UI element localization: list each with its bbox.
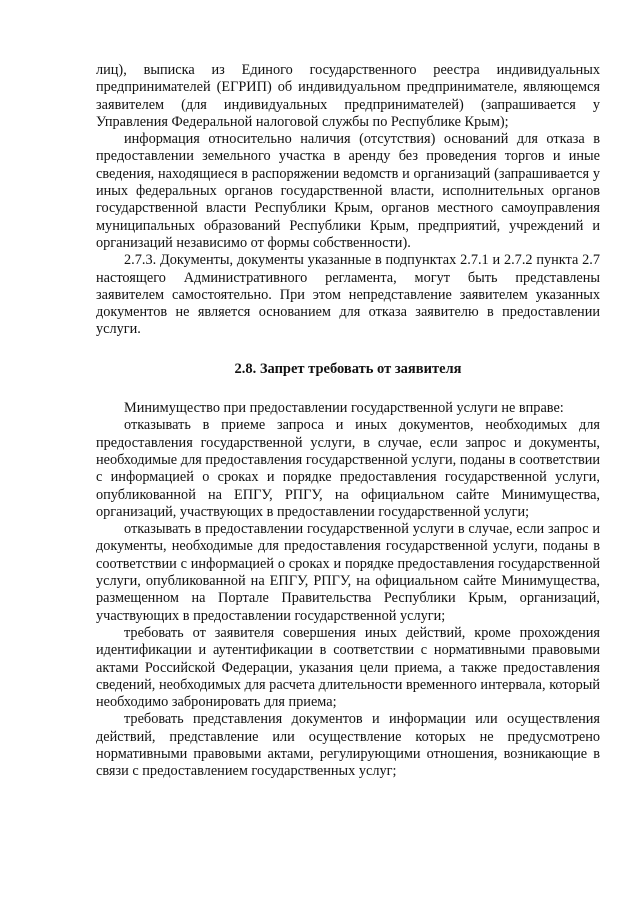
paragraph-require-documents: требовать представления документов и информации или осуществления действий, представление или осуществление которых не предусмотрено нормативными правовыми актами, регулирующими отношения, возникающие в связи с предоставлением государственных услуг;: [96, 711, 600, 780]
paragraph-egrip-extract: лиц), выписка из Единого государственного реестра индивидуальных предпринимателей (ЕГРИП) об индивидуальном предпринимателе, являющемся заявителем (для индивидуальных предпринимателей) (запрашивается у Управления Федеральной налоговой службы по Республике Крым);: [96, 62, 600, 130]
paragraph-refuse-acceptance: отказывать в приеме запроса и иных документов, необходимых для предоставления государственной услуги, в случае, если запрос и документы, необходимые для предоставления государственной услуги, поданы в соответствии с информацией о сроках и порядке предоставления государственной услуги, опубликованной на ЕПГУ, РПГУ, на официальном сайте Минимущества, организаций, участвующих в предоставлении государственной услуги;: [96, 417, 600, 520]
paragraph-not-entitled-intro: Минимущество при предоставлении государственной услуги не вправе:: [124, 400, 564, 417]
document-page: [96, 62, 600, 781]
section-heading-2-8: 2.8. Запрет требовать от заявителя: [234, 360, 462, 377]
paragraph-require-actions: требовать от заявителя совершения иных действий, кроме прохождения идентификации и аутентификации в соответствии с нормативными правовыми актами Российской Федерации, указания цели приема, а также предоставления сведений, необходимых для расчета длительности временного интервала, который необходимо забронировать для приема;: [96, 624, 600, 711]
paragraph-refuse-provision: отказывать в предоставлении государственной услуги в случае, если запрос и документы, необходимые для предоставления государственной услуги, поданы в соответствии с информацией о сроках и порядке предоставления государственной услуги, опубликованной на ЕПГУ, РПГУ, на официальном сайте Минимущества, размещенном на Портале Правительства Республики Крым, организаций, участвующих в предоставлении государственной услуги;: [96, 521, 600, 624]
paragraph-refusal-grounds-info: информация относительно наличия (отсутствия) оснований для отказа в предоставлении земельного участка в аренду без проведения торгов и иные сведения, находящиеся в распоряжении ведомств и организаций (запрашивается у иных федеральных органов государственной власти, исполнительных органов государственной власти Республики Крым, органов местного самоуправления муниципальных образований Республики Крым, предприятий, учреждений и организаций независимо от формы собственности).: [96, 131, 600, 251]
paragraph-2-7-3: 2.7.3. Документы, документы указанные в подпунктах 2.7.1 и 2.7.2 пункта 2.7 настоящего Административного регламента, могут быть представлены заявителем самостоятельно. При этом непредставление заявителем указанных документов не является основанием для отказа заявителю в предоставлении услуги.: [96, 252, 600, 338]
